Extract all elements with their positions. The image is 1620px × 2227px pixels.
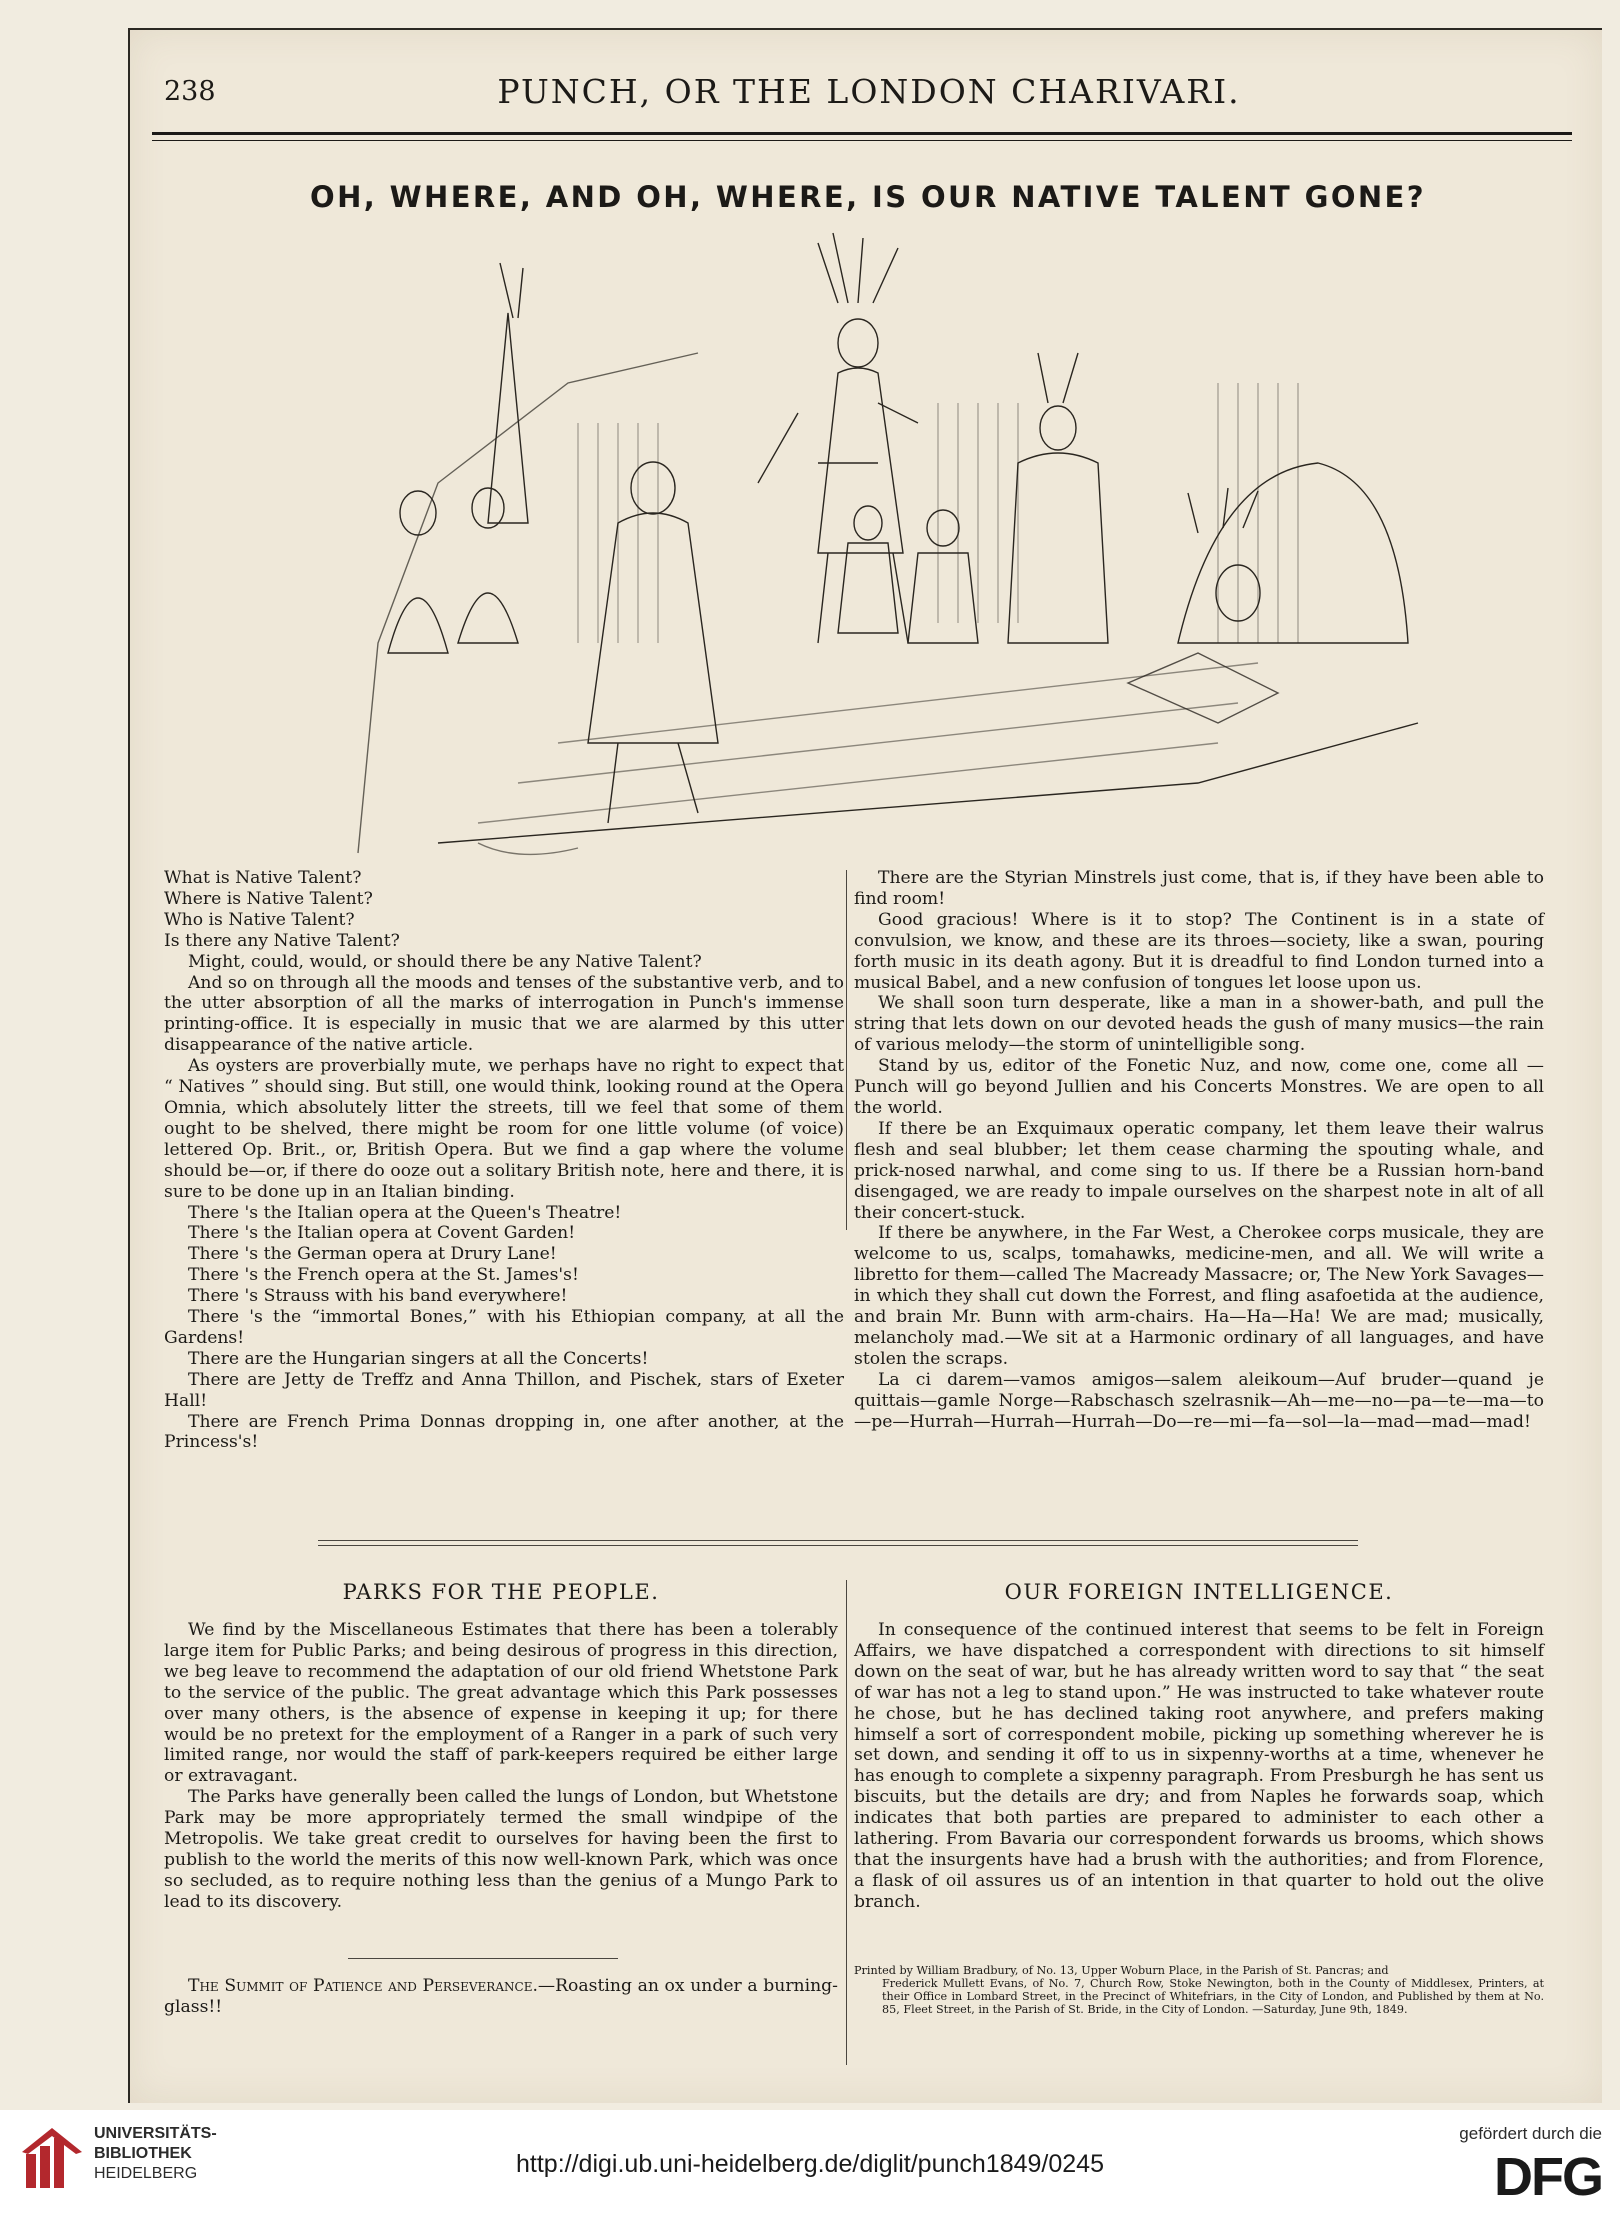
printer-imprint [854, 1964, 1544, 2016]
paragraph: There are Jetty de Treffz and Anna Thillon, and Pischek, stars of Exeter Hall! [164, 1369, 844, 1411]
summit-squib [164, 1976, 838, 2018]
foreign-article [854, 1620, 1544, 1913]
library-line: UNIVERSITÄTS- [94, 2125, 217, 2142]
permalink-url[interactable]: http://digi.ub.uni-heidelberg.de/diglit/punch1849/0245 [516, 2150, 1104, 2178]
sponsor-caption: gefördert durch die [1459, 2124, 1602, 2143]
page-border-top [128, 28, 1602, 30]
paragraph: There 's the Italian opera at the Queen's Theatre! [188, 1202, 622, 1223]
paragraph: Might, could, would, or should there be any Native Talent? [188, 951, 702, 972]
section-separator [318, 1545, 1358, 1546]
page-number: 238 [164, 76, 216, 107]
paragraph: In consequence of the continued interest that seems to be felt in Foreign Affairs, we have dispatched a correspondent with directions to sit himself down on the seat of war, but he has already written word to say that “ the seat of war has not a leg to stand upon.” He was instructed to take whatever route he chose, but he has declined taking root anywhere, and prefers making himself a sort of correspondent mobile, picking up something wherever he is set down, and sending it off to us in sixpenny-worths at a time, whenever he has enough to complete a sixpenny paragraph. From Presburgh he has sent us biscuits, but the details are dry; and from Naples he forwards soap, which indicates that both parties are prepared to administer to each other a lathering. From Bavaria our correspondent forwards us brooms, which shows that the insurgents have had a brush with the authorities; and from Florence, a flask of oil assures us of an intention in that quarter to hold out the olive branch. [854, 1620, 1544, 1912]
paragraph: There are French Prima Donnas dropping in, one after another, at the Princess's! [164, 1411, 844, 1453]
paragraph: There 's the Italian opera at Covent Garden! [188, 1223, 576, 1244]
paragraph: There 's the German opera at Drury Lane! [188, 1244, 557, 1265]
column-rule-bottom [846, 1580, 847, 2065]
summit-caption: The Summit of Patience and Perseverance. [188, 1976, 538, 1996]
foreign-title: OUR FOREIGN INTELLIGENCE. [1004, 1580, 1394, 1604]
column-rule-top [846, 870, 847, 1230]
paragraph: Stand by us, editor of the Fonetic Nuz, and now, come one, come all —Punch will go beyond Jullien and his Concerts Monstres. We are open to all the world. [854, 1056, 1544, 1118]
paragraph: Good gracious! Where is it to stop? The Continent is in a state of convulsion, we know, and these are its throes—society, like a swan, pouring forth music in its death agony. But it is dreadful to find London turned into a musical Babel, and a new confusion of tongues let loose upon us. [854, 909, 1544, 993]
paragraph: And so on through all the moods and tenses of the substantive verb, and to the utter absorption of all the marks of interrogation in Punch's immense printing-office. It is especially in music that we are alarmed by this utter disappearance of the native article. [164, 972, 844, 1056]
paragraph: There are the Styrian Minstrels just come, that is, if they have been able to find room! [854, 868, 1544, 909]
header-rule-thick [152, 132, 1572, 135]
imprint-lead: Printed by William Bradbury, of No. 13, Upper Woburn Place, in the Parish of St. Pancras; and [854, 1964, 1389, 1977]
paragraph: Where is Native Talent? [164, 888, 373, 909]
section-separator [318, 1540, 1358, 1541]
page-border-left [128, 28, 130, 2103]
parks-title: PARKS FOR THE PEOPLE. [342, 1580, 660, 1604]
page-header [164, 68, 1574, 112]
parks-article [164, 1620, 838, 1913]
native-talent-column-left [164, 868, 844, 1453]
cartoon-illustration [318, 223, 1438, 863]
header-rule-thin [152, 140, 1572, 141]
paragraph: We shall soon turn desperate, like a man in a shower-bath, and pull the string that lets down on our devoted heads the gush of many musics—the rain of various melody—the storm of unintelligible song. [854, 993, 1544, 1056]
paragraph: There 's the “immortal Bones,” with his Ethiopian company, at all the Gardens! [164, 1307, 844, 1348]
paragraph: If there be an Exquimaux operatic company, let them leave their walrus flesh and seal blubber; let them cease charming the spouting whale, and prick-nosed narwhal, and come sing to us. If there be a Russian horn-band disengaged, we are ready to impale ourselves on the sharpest note in alt of all their concert-stuck. [854, 1118, 1544, 1223]
paragraph: If there be anywhere, in the Far West, a Cherokee corps musicale, they are welcome to us, scalps, tomahawks, medicine-men, and all. We will write a libretto for them—called The Macready Massacre; or, The New York Savages—in which they shall cut down the Forrest, and fling asafoetida at the audience, and brain Mr. Bunn with arm-chairs. Ha—Ha—Ha! We are mad; musically, melancholy mad.—We sit at a Harmonic ordinary of all languages, and have stolen the scraps. [854, 1223, 1544, 1369]
paragraph: La ci darem—vamos amigos—salem aleikoum—Auf bruder—quand je quittais—gamle Norge—Rabschasch szelrasnik—Ah—me—no—pa—te—ma—to—pe—Hurrah—Hurrah—Hurrah—Do—re—mi—fa—sol—la—mad—mad—mad! [854, 1369, 1544, 1432]
paragraph: Is there any Native Talent? [164, 930, 400, 951]
library-line: HEIDELBERG [94, 2165, 198, 2182]
library-line: BIBLIOTHEK [94, 2145, 192, 2162]
dfg-logo: DFG [1494, 2147, 1602, 2207]
paragraph: As oysters are proverbially mute, we perhaps have no right to expect that “ Natives ” should sing. But still, one would think, looking round at the Opera Omnia, which absolutely litter the streets, till we feel that some of them ought to be shelved, there might be room for one little volume (of voice) lettered Op. Brit., or, British Opera. But we find a gap where the volume should be—or, if there do ooze out a solitary British note, here and there, it is sure to be done up in an Italian binding. [164, 1056, 844, 1202]
paragraph: The Parks have generally been called the lungs of London, but Whetstone Park may be more appropriately termed the small windpipe of the Metropolis. We take great credit to ourselves for having been the first to publish to the world the merits of this now well-known Park, which was once so secluded, as to require nothing less than the genius of a Mungo Park to lead to its discovery. [164, 1787, 838, 1912]
paragraph: We find by the Miscellaneous Estimates that there has been a tolerably large item for Public Parks; and being desirous of progress in this direction, we beg leave to recommend the adaptation of our old friend Whetstone Park to the service of the public. The great advantage which this Park possesses over many others, is the absence of expense in keeping it up; for there would be no pretext for the employment of a Ranger in a park of such very limited range, nor would the staff of park-keepers required be either large or extravagant. [164, 1620, 838, 1787]
imprint-rest: Frederick Mullett Evans, of No. 7, Church Row, Stoke Newington, both in the County of Middlesex, Printers, at their Office in Lombard Street, in the Precinct of Whitefriars, in the City of London, and Published by them at No. 85, Fleet Street, in the Parish of St. Bride, in the City of London. —Saturday, June 9th, 1849. [882, 1977, 1544, 2016]
paragraph: There 's Strauss with his band everywhere! [188, 1286, 568, 1307]
summit-text: —Roasting an ox under a burning-glass!! [164, 1976, 838, 2017]
short-rule [348, 1958, 618, 1959]
paragraph: What is Native Talent? [164, 868, 362, 888]
cartoon-title: OH, WHERE, AND OH, WHERE, IS OUR NATIVE TALENT GONE? [310, 180, 1426, 214]
running-title: PUNCH, OR THE LONDON CHARIVARI. [497, 72, 1241, 111]
paragraph: Who is Native Talent? [164, 909, 355, 930]
paragraph: There are the Hungarian singers at all the Concerts! [188, 1348, 649, 1369]
paragraph: There 's the French opera at the St. James's! [188, 1265, 579, 1286]
native-talent-column-right [854, 868, 1544, 1432]
paragraph [164, 1976, 838, 2018]
newspaper-page [128, 28, 1602, 2103]
